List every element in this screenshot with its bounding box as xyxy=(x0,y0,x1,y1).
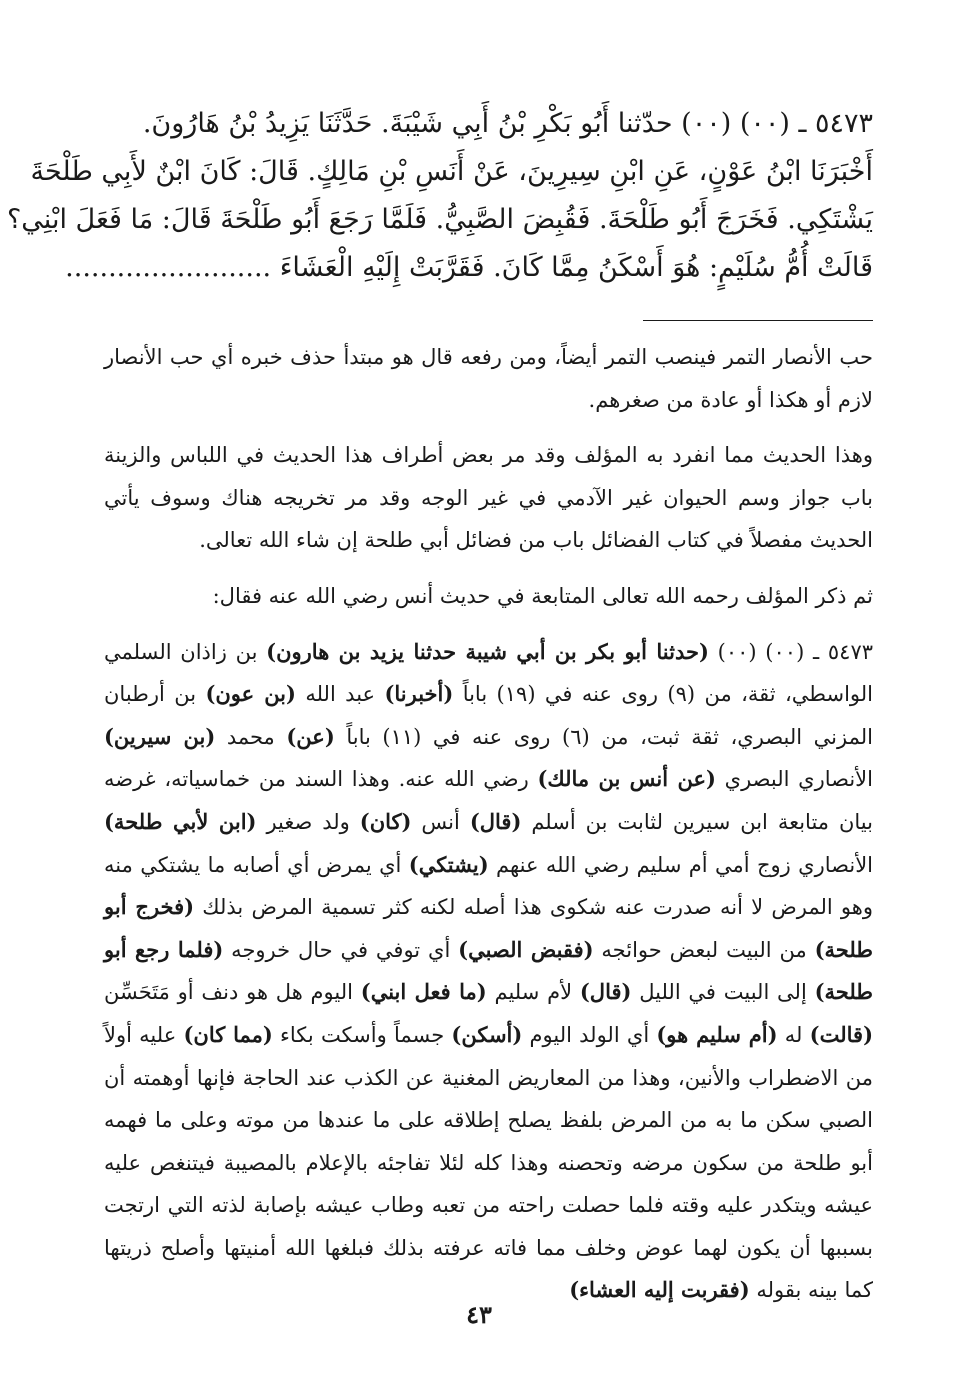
footnote-divider xyxy=(643,320,873,321)
text-run: محمد xyxy=(215,724,287,749)
text-run: الأنصاري البصري xyxy=(715,767,873,792)
text-run: عبد الله xyxy=(295,682,385,707)
quoted-text: (مما كان) xyxy=(183,1021,273,1047)
quoted-text: (قالت) xyxy=(809,1021,873,1047)
quoted-text: (ابن لأبي طلحة) xyxy=(104,808,257,834)
quoted-text: (يشتكي) xyxy=(408,851,489,877)
text-run: جسماً وأسكت بكاء xyxy=(272,1022,452,1047)
quoted-text: (قال) xyxy=(579,979,632,1005)
text-run: لأم سليم xyxy=(486,980,580,1005)
quoted-text: (ما فعل ابني) xyxy=(360,979,487,1005)
text-run: من البيت لبعض حوائجه xyxy=(593,937,815,962)
text-run: أي الولد اليوم xyxy=(522,1022,657,1047)
text-run: عليه أولاً من الاضطراب والأنين، وهذا من المعاريض المغنية عن الكذب عند الحاجة فإنها أوهمته أن الصبي سكن ما به من المرض بلفظ يصلح إطلاقه على ما عندها من موته وعلى ما فهمه أبو طلحة من سكون مرضه وتحصنه وهذا كله لئلا تفاجئه بالإعلام بالمصيبة فيتنغص عليه عيشه ويتكدر عليه وقته فلما حصلت راحته من تعبه وطاب عيشه بإصابة لذته التي ارتجت بسببها أن يكون لهما عوض وخلف مما فاته عرفته بذلك فبلغها الله أمنيتها وأصلح ذريتها كما بينه بقوله xyxy=(104,1022,873,1303)
commentary xyxy=(104,336,873,1325)
quoted-text: (أم سليم هو) xyxy=(656,1021,778,1047)
quoted-text: (فخرج أبو طلحة) xyxy=(104,894,873,962)
text-run: الأنصاري زوج أمي أم سليم رضي الله عنهم xyxy=(488,852,874,877)
quoted-text: (فلما رجع أبو طلحة) xyxy=(104,936,873,1005)
text-run: بن زاذان السلمي الواسطي، ثقة، من (٩) روى عنه في (١٩) باباً xyxy=(104,639,873,707)
hadith-line: يَشْتَكِي. فَخَرَجَ أَبُو طَلْحَةَ. فَقُبِضَ الصَّبِيُّ. فَلَمَّا رَجَعَ أَبُو طَلْحَةَ قَالَ: مَا فَعَلَ ابْنِي؟ xyxy=(6,204,873,235)
quoted-text: (بن عون) xyxy=(205,681,296,707)
hadith-line: ٥٤٧٣ ـ (٠٠) (٠٠) حدّثنا أَبُو بَكْرِ بْنُ أَبِي شَيْبَةَ. حَدَّثَنَا يَزِيدُ بْنُ هَارُونَ. xyxy=(142,108,873,139)
quoted-text: (أسكن) xyxy=(451,1021,523,1047)
quoted-text: (قال) xyxy=(469,808,522,834)
quoted-text: (أخبرنا) xyxy=(384,681,454,707)
text-run: ٥٤٧٣ ـ (٠٠) (٠٠) xyxy=(708,639,874,664)
quoted-text: (حدثنا أبو بكر بن أبي شيبة حدثنا يزيد بن هارون) xyxy=(266,638,709,664)
quoted-text: (بن سيرين) xyxy=(104,723,216,749)
quoted-text: (عن) xyxy=(286,723,335,749)
commentary-paragraph: وهذا الحديث مما انفرد به المؤلف وقد مر بعض أطراف هذا الحديث في اللباس والزينة باب جواز وسم الحيوان غير الآدمي في غير الوجه وقد مر تخريجه هناك وسوف يأتي الحديث مفصلاً في كتاب الفضائل باب من فضائل أبي طلحة إن شاء الله تعالى. xyxy=(104,443,873,553)
commentary-paragraph-isnad xyxy=(104,631,873,1313)
text-run: رضي الله عنه. وهذا السند من خماسياته، غرضه بيان متابعة ابن سيرين لثابت بن أسلم xyxy=(104,767,873,834)
quoted-text: (فقبض الصبي) xyxy=(458,936,594,962)
commentary-paragraph: ثم ذكر المؤلف رحمه الله تعالى المتابعة في حديث أنس رضي الله عنه فقال: xyxy=(212,583,873,608)
text-run: أي يمرض أي أصابه ما يشتكي منه وهو المرض لا أنه صدرت عنه شكوى هذا أصله لكنه كثر تسمية المرض بذلك xyxy=(104,852,873,920)
hadith-text xyxy=(6,100,873,292)
quoted-text: (فقربت إليه العشاء) xyxy=(569,1277,750,1303)
text-run: بن أرطبان المزني البصري، ثقة ثبت، من (٦) روى عنه في (١١) باباً xyxy=(104,682,873,749)
quoted-text: (عن أنس بن مالك) xyxy=(537,766,716,792)
text-run: ولد صغير xyxy=(256,809,360,834)
text-run: إلى البيت في الليل xyxy=(631,980,815,1005)
hadith-line: أَخْبَرَنَا ابْنُ عَوْنٍ، عَنِ ابْنِ سِيرِينَ، عَنْ أَنَسِ بْنِ مَالِكٍ. قَالَ: كَانَ ابْنٌ لأَبِي طَلْحَةَ xyxy=(30,156,873,187)
commentary-paragraph: حب الأنصار التمر فينصب التمر أيضاً، ومن رفعه قال هو مبتدأ حذف خبره أي حب الأنصار لازم أو هكذا أو عادة من صغرهم. xyxy=(104,345,873,412)
quoted-text: (كان) xyxy=(359,808,412,834)
hadith-line: قَالَتْ أُمُّ سُلَيْمٍ: هُوَ أَسْكَنُ مِمَّا كَانَ. فَقَرَّبَتْ إِلَيْهِ الْعَشَاءَ ........................ xyxy=(65,252,873,283)
text-run: اليوم هل هو دنف أو مَتَحَسِّن xyxy=(104,980,361,1005)
text-run: أي توفي في حال خروجه xyxy=(223,937,459,962)
text-run: أنس xyxy=(411,809,470,834)
page-number: ٤٣ xyxy=(466,1300,492,1329)
text-run: له xyxy=(777,1022,810,1047)
